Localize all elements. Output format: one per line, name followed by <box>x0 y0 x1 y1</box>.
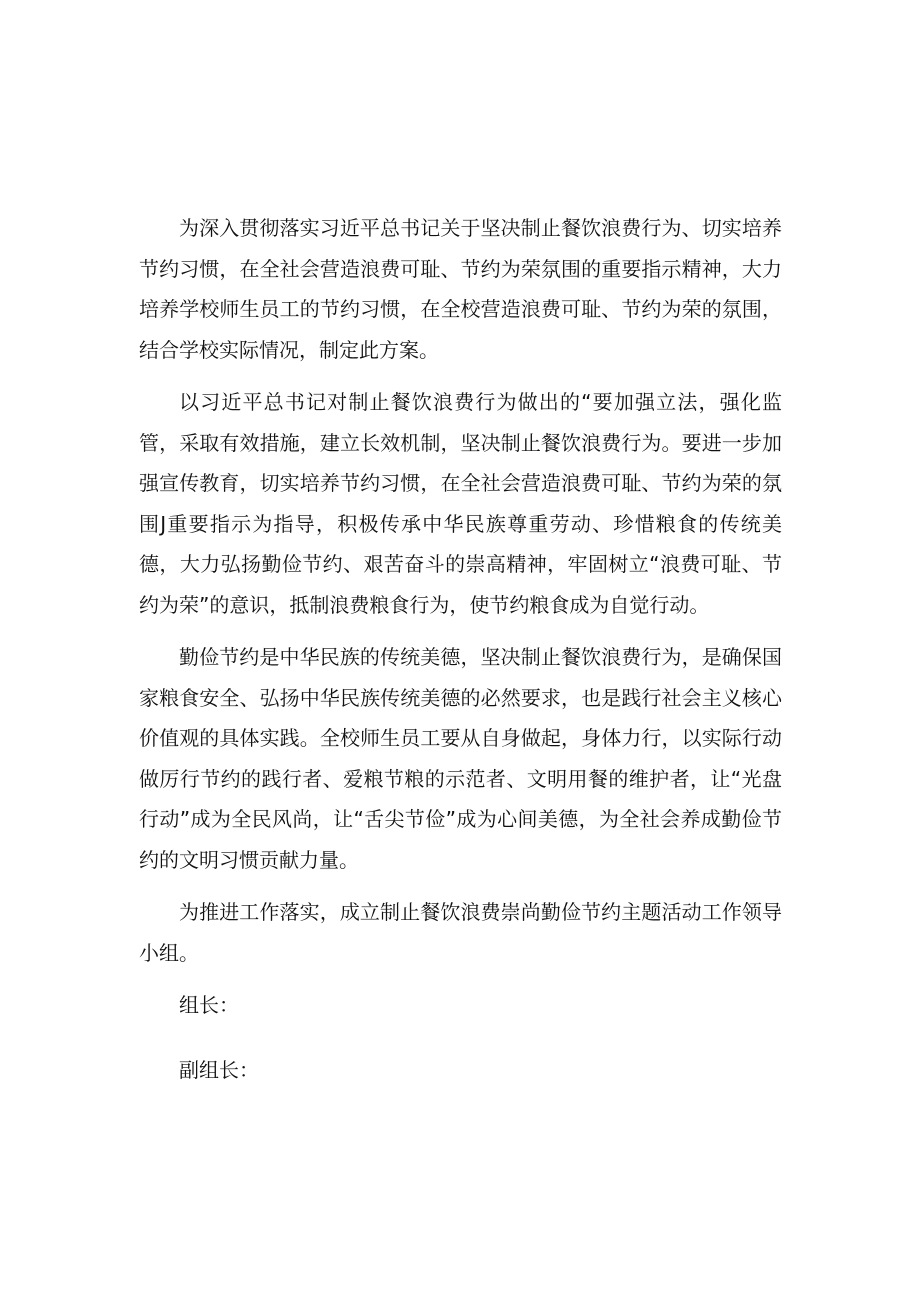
paragraph-leading-group: 为推进工作落实，成立制止餐饮浪费崇尚勤俭节约主题活动工作领导小组。 <box>139 900 782 965</box>
paragraph-purpose: 为深入贯彻落实习近平总书记关于坚决制止餐饮浪费行为、切实培养节约习惯，在全社会营造浪费可耻、节约为荣氛围的重要指示精神，大力培养学校师生员工的节约习惯，在全校营造浪费可耻、节约为荣的氛围，结合学校实际情况，制定此方案。 <box>139 216 782 362</box>
field-deputy-group-leader: 副组长： <box>179 1057 259 1082</box>
paragraph-guiding-principle: 以习近平总书记对制止餐饮浪费行为做出的“要加强立法，强化监管，采取有效措施，建立长效机制，坚决制止餐饮浪费行为。要进一步加强宣传教育，切实培养节约习惯，在全社会营造浪费可耻、节约为荣的氛围J重要指示为指导，积极传承中华民族尊重劳动、珍惜粮食的传统美德，大力弘扬勤俭节约、艰苦奋斗的崇高精神，牢固树立“浪费可耻、节约为荣”的意识，抵制浪费粮食行为，使节约粮食成为自觉行动。 <box>139 390 782 617</box>
paragraph-significance: 勤俭节约是中华民族的传统美德，坚决制止餐饮浪费行为，是确保国家粮食安全、弘扬中华民族传统美德的必然要求，也是践行社会主义核心价值观的具体实践。全校师生员工要从自身做起，身体力行，以实际行动做厉行节约的践行者、爱粮节粮的示范者、文明用餐的维护者，让“光盘行动”成为全民风尚，让“舌尖节俭”成为心间美德，为全社会养成勤俭节约的文明习惯贡献力量。 <box>139 645 782 872</box>
document-body <box>139 208 782 1114</box>
field-group-leader: 组长： <box>179 993 239 1017</box>
